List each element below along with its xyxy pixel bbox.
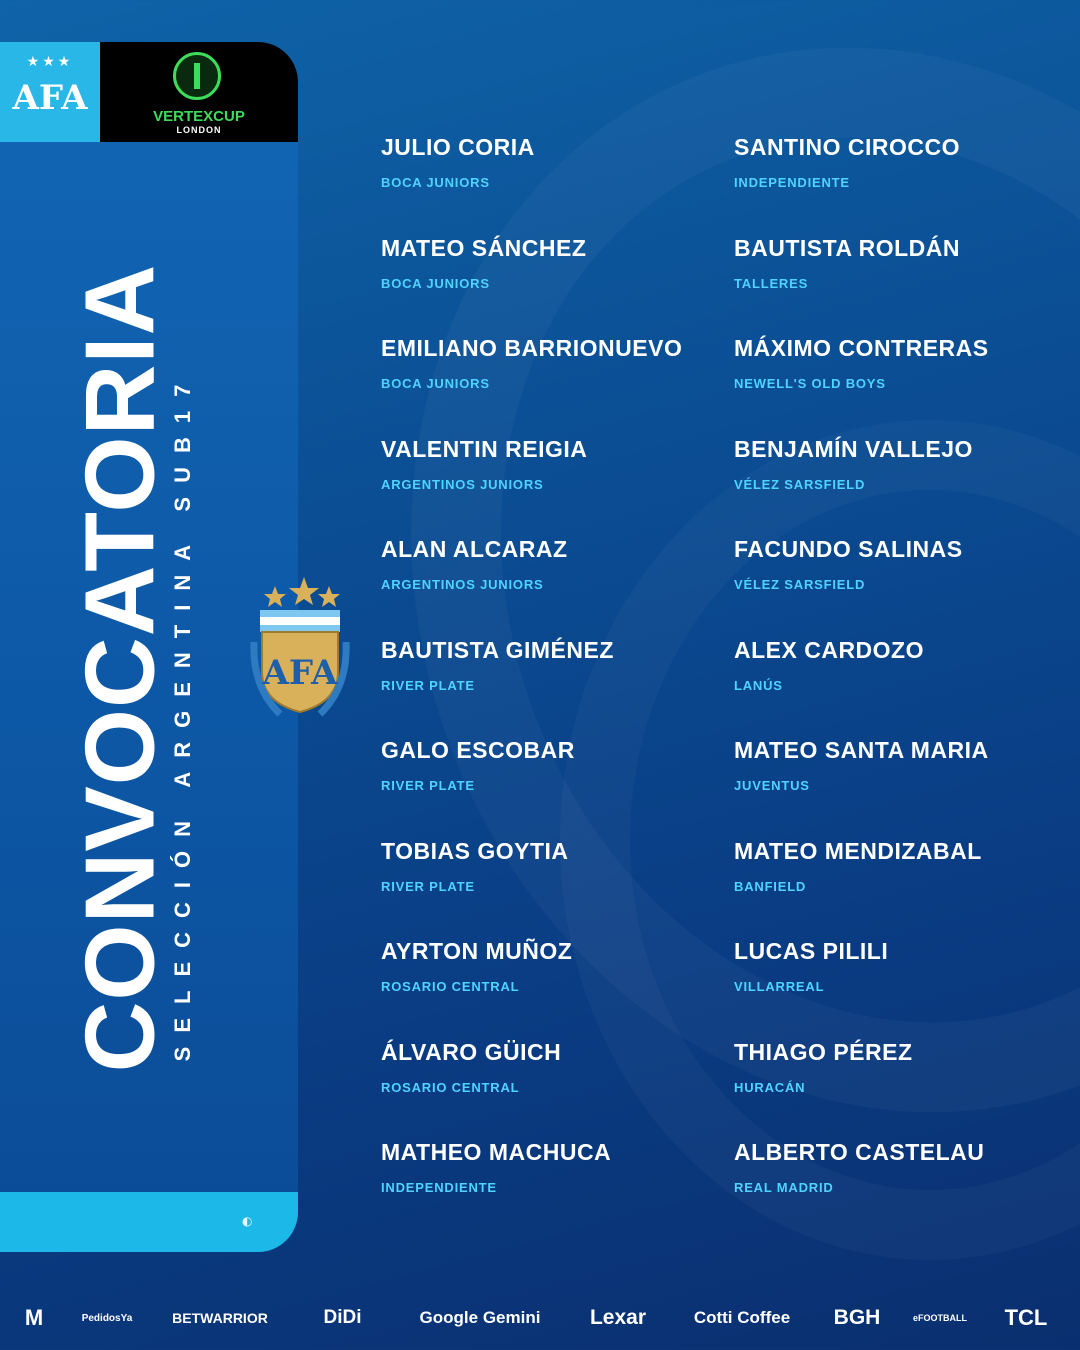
player-entry xyxy=(381,637,721,693)
player-club: ARGENTINOS JUNIORS xyxy=(381,476,544,492)
player-name: ALEX CARDOZO xyxy=(734,636,924,663)
lexar-icon: Lexar xyxy=(589,1306,647,1329)
player-club: VILLARREAL xyxy=(734,979,825,994)
player-entry xyxy=(381,737,721,793)
player-entry xyxy=(734,536,1074,592)
mcdonalds-icon: M xyxy=(24,1305,44,1330)
player-club: RIVER PLATE xyxy=(381,778,475,793)
small-mark-icon: ◐ xyxy=(242,1214,253,1228)
page-title: CONVOCATORIA xyxy=(64,263,175,1073)
player-name: ALAN ALCARAZ xyxy=(381,536,568,562)
player-name: ÁLVARO GÜICH xyxy=(381,1038,562,1065)
page-subtitle: SELECCIÓN ARGENTINA SUB17 xyxy=(170,370,195,1062)
player-name: FACUNDO SALINAS xyxy=(734,536,963,562)
player-club: VÉLEZ SARSFIELD xyxy=(734,476,866,492)
player-club: ROSARIO CENTRAL xyxy=(381,979,520,994)
player-entry xyxy=(734,838,1074,894)
player-club: VÉLEZ SARSFIELD xyxy=(734,577,866,592)
player-name: THIAGO PÉREZ xyxy=(734,1038,913,1065)
gemini-icon: Google Gemini xyxy=(419,1308,541,1327)
afa-logo-text: AFA xyxy=(12,78,88,118)
betwarrior-icon: BETWARRIOR xyxy=(172,1310,268,1326)
player-club: BOCA JUNIORS xyxy=(381,376,490,391)
player-club: INDEPENDIENTE xyxy=(381,1180,497,1195)
vertex-cup-logo xyxy=(100,42,298,142)
player-name: GALO ESCOBAR xyxy=(381,737,575,763)
player-entry xyxy=(381,1139,721,1195)
player-entry xyxy=(381,536,721,592)
player-entry xyxy=(734,335,1074,391)
cotti-icon: Cotti Coffee xyxy=(693,1308,791,1327)
player-name: AYRTON MUÑOZ xyxy=(381,938,573,964)
player-club: ARGENTINOS JUNIORS xyxy=(381,577,544,592)
player-name: MÁXIMO CONTRERAS xyxy=(734,335,989,361)
player-club: RIVER PLATE xyxy=(381,677,475,693)
event-city: LONDON xyxy=(176,125,222,135)
player-name: MATEO SÁNCHEZ xyxy=(381,234,587,261)
player-entry xyxy=(381,335,721,391)
player-name: ALBERTO CASTELAU xyxy=(734,1139,985,1165)
player-entry xyxy=(381,1039,721,1095)
player-club: REAL MADRID xyxy=(734,1180,834,1195)
player-name: TOBIAS GOYTIA xyxy=(381,837,569,864)
player-entry xyxy=(381,436,721,492)
player-club: TALLERES xyxy=(734,275,809,291)
player-entry xyxy=(734,134,1074,190)
player-entry xyxy=(734,938,1074,994)
didi-icon: DiDi xyxy=(323,1307,362,1328)
player-club: HURACÁN xyxy=(734,1079,806,1095)
tcl-icon: TCL xyxy=(1004,1305,1048,1330)
player-name: JULIO CORIA xyxy=(381,134,535,160)
player-entry xyxy=(734,436,1074,492)
afa-crest-icon xyxy=(250,572,350,722)
player-club: BOCA JUNIORS xyxy=(381,275,490,291)
player-entry xyxy=(734,1039,1074,1095)
player-name: MATEO SANTA MARIA xyxy=(734,737,989,763)
player-name: MATEO MENDIZABAL xyxy=(734,837,982,864)
big-ben-icon xyxy=(173,52,221,100)
pedidosya-icon: PedidosYa xyxy=(81,1312,133,1324)
player-name: VALENTIN REIGIA xyxy=(381,435,588,462)
player-entry xyxy=(734,737,1074,793)
player-club: BANFIELD xyxy=(734,878,807,894)
player-club: BOCA JUNIORS xyxy=(381,175,490,190)
player-name: LUCAS PILILI xyxy=(734,938,889,964)
player-club: RIVER PLATE xyxy=(381,878,475,894)
player-club: ROSARIO CENTRAL xyxy=(381,1079,520,1095)
player-name: BAUTISTA ROLDÁN xyxy=(734,234,960,261)
player-club: NEWELL'S OLD BOYS xyxy=(734,376,886,391)
player-entry xyxy=(381,134,721,190)
panel-footer-bar xyxy=(0,1192,298,1252)
crest-text: AFA xyxy=(262,653,338,693)
event-name: VERTEXCUP xyxy=(153,108,245,125)
player-name: SANTINO CIROCCO xyxy=(734,134,960,160)
player-entry xyxy=(734,637,1074,693)
player-name: BAUTISTA GIMÉNEZ xyxy=(381,636,614,663)
efootball-icon: eFOOTBALL xyxy=(913,1313,967,1323)
bgh-icon: BGH xyxy=(833,1306,881,1329)
player-entry xyxy=(381,235,721,291)
player-entry xyxy=(734,1139,1074,1195)
player-entry xyxy=(381,838,721,894)
player-entry xyxy=(734,235,1074,291)
player-club: LANÚS xyxy=(734,677,783,693)
afa-logo xyxy=(0,42,100,142)
player-entry xyxy=(381,938,721,994)
player-name: EMILIANO BARRIONUEVO xyxy=(381,335,683,361)
player-name: MATHEO MACHUCA xyxy=(381,1139,612,1165)
player-club: INDEPENDIENTE xyxy=(734,175,850,190)
sponsor-bar xyxy=(0,1296,1080,1340)
player-club: JUVENTUS xyxy=(734,778,810,793)
afa-stars-icon: ★★★ xyxy=(26,54,74,70)
player-name: BENJAMÍN VALLEJO xyxy=(734,435,973,462)
